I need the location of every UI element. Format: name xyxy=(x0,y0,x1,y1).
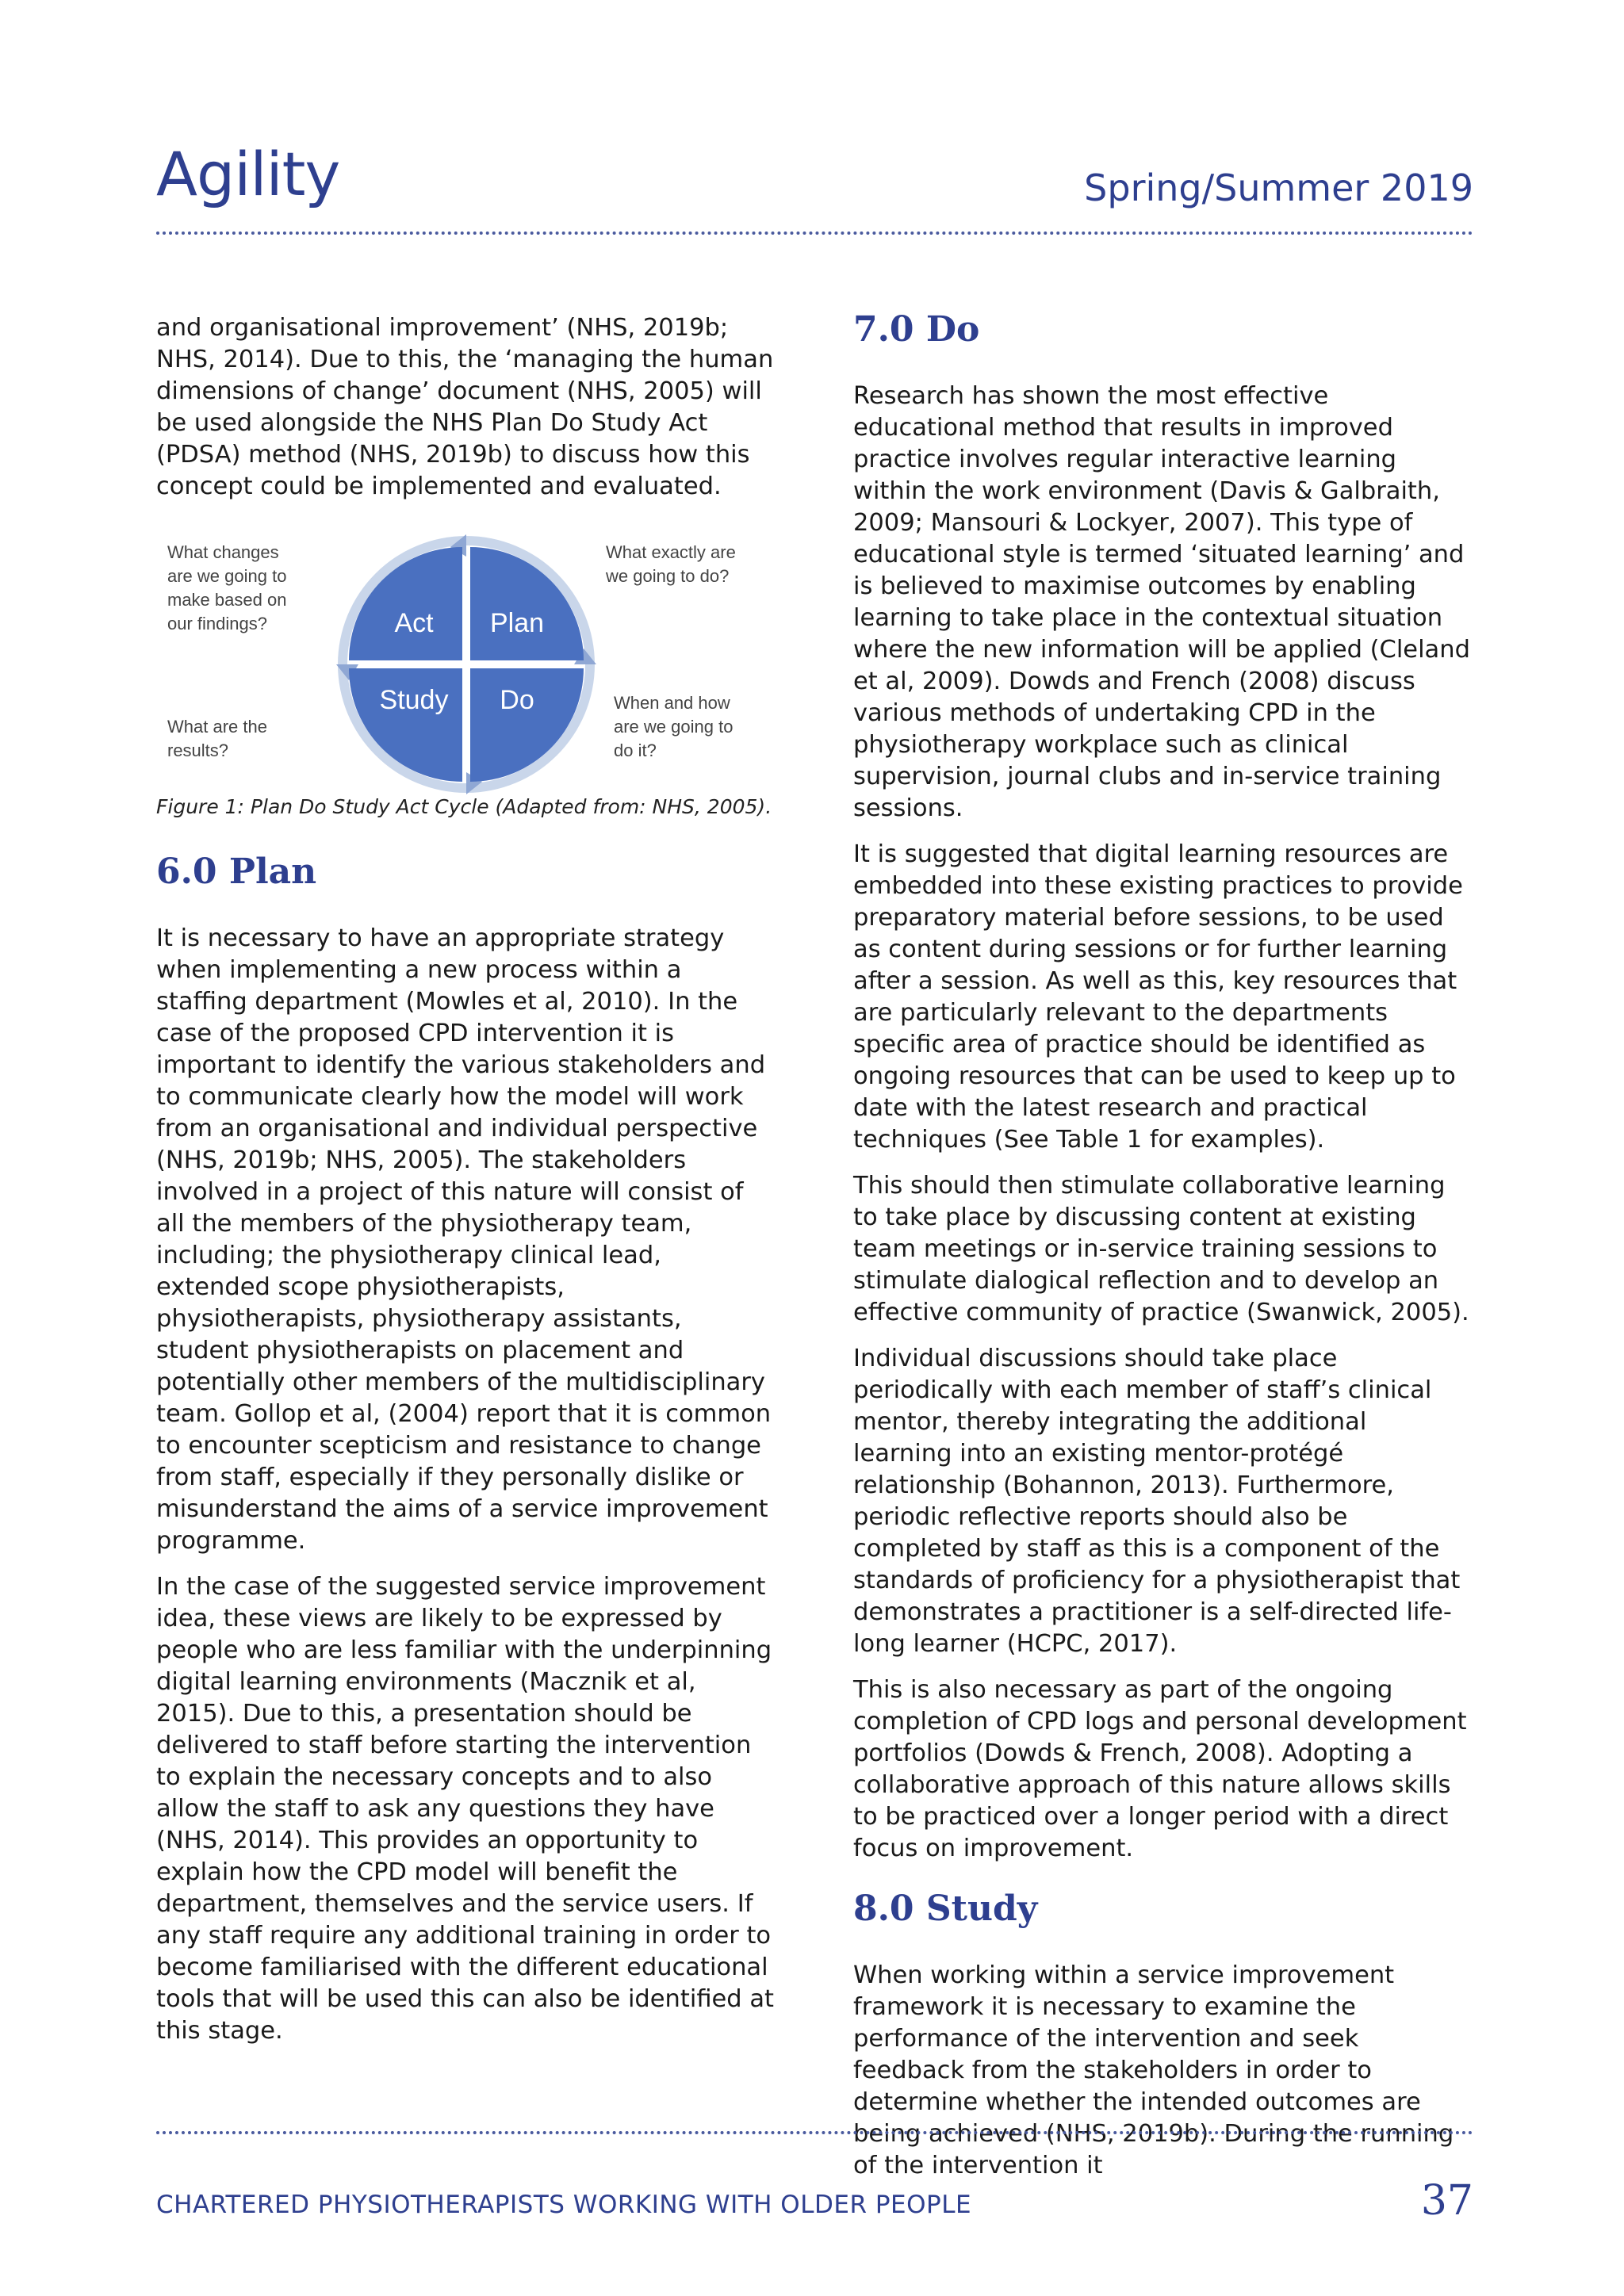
question-study-line: results? xyxy=(167,740,229,760)
quadrant-plan xyxy=(470,547,584,660)
header-divider xyxy=(156,232,1473,235)
question-do-line: do it? xyxy=(614,740,657,760)
question-act-line: our findings? xyxy=(167,614,267,633)
do-paragraph: This should then stimulate collaborative learning to take place by discussing content at existing team meetings or in-service training sessions to stimulate dialogical reflection and to develop an effective community of practice (Swanwick, 2005). xyxy=(853,1172,1469,1326)
quadrant-label-act: Act xyxy=(394,608,434,638)
section-heading-plan: 6.0 Plan xyxy=(156,851,317,892)
figure-caption: Figure 1: Plan Do Study Act Cycle (Adapted from: NHS, 2005). xyxy=(156,795,772,818)
plan-paragraph: It is necessary to have an appropriate strategy when implementing a new process within a staffing department (Mowles et al, 2010). In the case of the proposed CPD intervention it is important to identify the various stakeholders and to communicate clearly how the model will work from an organisational and individual perspective (NHS, 2019b; NHS, 2005). The stakeholders involved in a project of this nature will consist of all the members of the physiotherapy team, including; the physiotherapy clinical lead, extended scope physiotherapists, physiotherapists, physiotherapy assistants, student physiotherapists on placement and potentially other members of the multidisciplinary team. Gollop et al, (2004) report that it is common to encounter scepticism and resistance to change from staff, especially if they personally dislike or misunderstand the aims of a service improvement programme. xyxy=(156,924,772,1555)
footer-organisation: CHARTERED PHYSIOTHERAPISTS WORKING WITH OLDER PEOPLE xyxy=(156,2191,972,2219)
question-act-line: are we going to xyxy=(167,566,287,586)
do-paragraph: This is also necessary as part of the ongoing completion of CPD logs and personal development portfolios (Dowds & French, 2008). Adopting a collaborative approach of this nature allows skills to be practiced over a longer period with a direct focus on improvement. xyxy=(853,1676,1467,1862)
masthead-issue: Spring/Summer 2019 xyxy=(1084,166,1473,209)
section-heading-study: 8.0 Study xyxy=(853,1888,1038,1929)
pdsa-cycle-diagram xyxy=(156,533,775,794)
left-column xyxy=(156,312,775,2061)
page-number: 37 xyxy=(1420,2177,1473,2225)
quadrant-label-study: Study xyxy=(379,685,449,715)
quadrant-label-plan: Plan xyxy=(489,608,545,638)
do-paragraph: It is suggested that digital learning resources are embedded into these existing practices to provide preparatory material before sessions, to be used as content during sessions or for further learning after a session. As well as this, key resources that are particularly relevant to the departments specific area of practice should be identified as ongoing resources that can be used to keep up to date with the latest research and practical techniques (See Table 1 for examples). xyxy=(853,840,1463,1154)
plan-paragraph: In the case of the suggested service improvement idea, these views are likely to be expressed by people who are less familiar with the underpinning digital learning environments (Macznik et al, 2015). Due to this, a presentation should be delivered to staff before starting the intervention to explain the necessary concepts and to also allow the staff to ask any questions they have (NHS, 2014). This provides an opportunity to explain how the CPD model will benefit the department, themselves and the service users. If any staff require any additional training in order to become familiarised with the different educational tools that will be used this can also be identified at this stage. xyxy=(156,1573,775,2045)
question-plan-line: we going to do? xyxy=(606,566,730,586)
do-paragraph: Individual discussions should take place periodically with each member of staff’s clinical mentor, thereby integrating the additional learning into an existing mentor-protégé relationship (Bohannon, 2013). Furthermore, periodic reflective reports should also be completed by staff as this is a component of the standards of proficiency for a physiotherapist that demonstrates a practitioner is a self-directed life-long learner (HCPC, 2017). xyxy=(853,1345,1461,1658)
right-column xyxy=(853,309,1472,2196)
study-paragraph: When working within a service improvement framework it is necessary to examine the performance of the intervention and seek feedback from the stakeholders in order to determine whether the intended outcomes are being achieved (NHS, 2019b). During the running of the intervention it xyxy=(853,1961,1454,2179)
question-act-line: What changes xyxy=(167,542,279,562)
masthead-title: Agility xyxy=(156,139,340,209)
question-plan-line: What exactly are xyxy=(606,542,736,562)
question-act-line: make based on xyxy=(167,590,287,610)
quadrant-label-do: Do xyxy=(500,685,534,715)
question-do-line: are we going to xyxy=(614,717,733,737)
question-do-line: When and how xyxy=(614,693,730,713)
intro-paragraph: and organisational improvement’ (NHS, 2019b; NHS, 2014). Due to this, the ‘managing the human dimensions of change’ document (NHS, 2005) will be used alongside the NHS Plan Do Study Act (PDSA) method (NHS, 2019b) to discuss how this concept could be implemented and evaluated. xyxy=(156,314,774,500)
quadrant-act xyxy=(349,547,462,660)
question-study-line: What are the xyxy=(167,717,267,737)
do-paragraph: Research has shown the most effective educational method that results in improved practice involves regular interactive learning within the work environment (Davis & Galbraith, 2009; Mansouri & Lockyer, 2007). This type of educational style is termed ‘situated learning’ and is believed to maximise outcomes by enabling learning to take place in the contextual situation where the new information will be applied (Cleland et al, 2009). Dowds and French (2008) discuss various methods of undertaking CPD in the physiotherapy workplace such as clinical supervision, journal clubs and in-service training sessions. xyxy=(853,382,1470,822)
section-heading-do: 7.0 Do xyxy=(853,309,980,350)
pdsa-figure xyxy=(156,533,775,794)
footer-divider xyxy=(156,2131,1473,2134)
